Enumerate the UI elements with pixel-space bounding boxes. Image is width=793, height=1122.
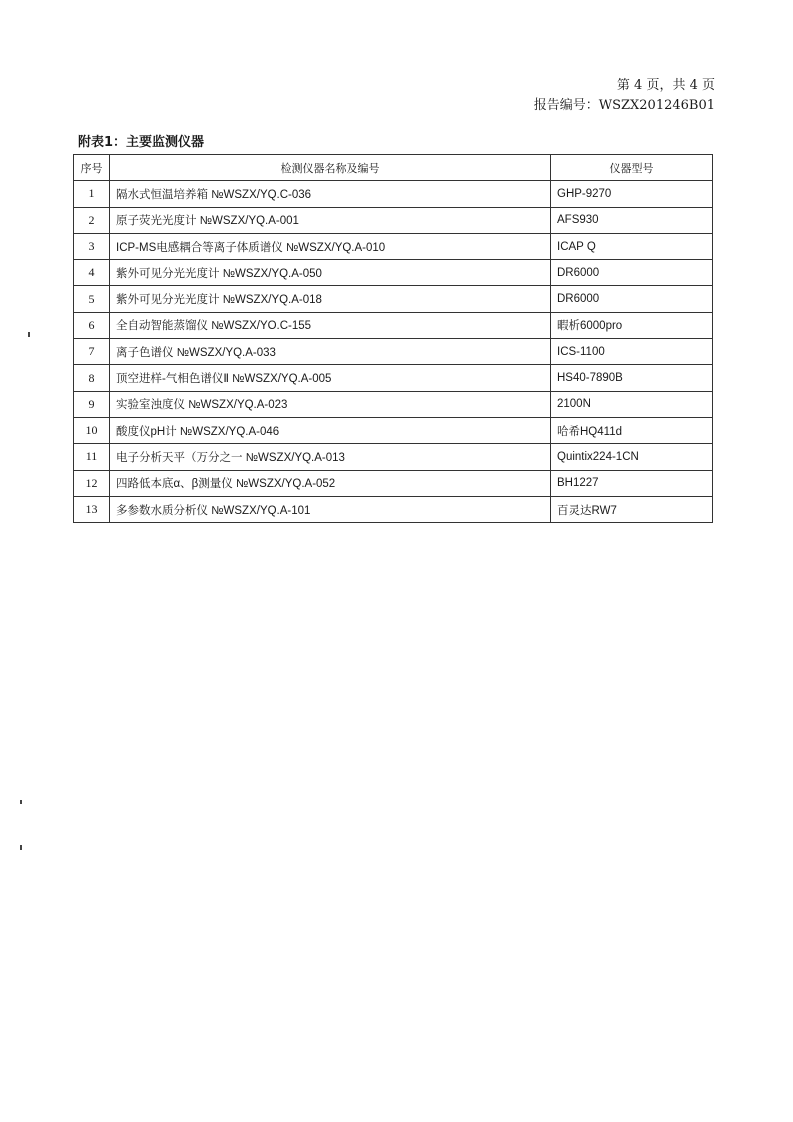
instrument-name: 离子色谱仪 №WSZX/YQ.A-033 [110, 339, 551, 365]
row-number: 12 [74, 470, 110, 496]
instrument-name: 原子荧光光度计 №WSZX/YQ.A-001 [110, 207, 551, 233]
instrument-model: DR6000 [551, 260, 713, 286]
row-number: 8 [74, 365, 110, 391]
table-row [74, 312, 713, 338]
table-row [74, 417, 713, 443]
instrument-model: AFS930 [551, 207, 713, 233]
instrument-model: Quintix224-1CN [551, 444, 713, 470]
table-row [74, 207, 713, 233]
instrument-name: 全自动智能蒸馏仪 №WSZX/YO.C-155 [110, 312, 551, 338]
table-row [74, 391, 713, 417]
table-row [74, 444, 713, 470]
row-number: 1 [74, 181, 110, 207]
table-row [74, 496, 713, 522]
instrument-name: 多参数水质分析仪 №WSZX/YQ.A-101 [110, 496, 551, 522]
row-number: 10 [74, 417, 110, 443]
instrument-model: 暇析6000pro [551, 312, 713, 338]
row-number: 2 [74, 207, 110, 233]
instrument-model: BH1227 [551, 470, 713, 496]
instrument-model: 百灵达RW7 [551, 496, 713, 522]
scan-mark [20, 845, 22, 850]
row-number: 7 [74, 339, 110, 365]
table-row [74, 181, 713, 207]
instrument-model: ICAP Q [551, 233, 713, 259]
table-row [74, 260, 713, 286]
scan-mark [28, 332, 30, 337]
page-info: 第 4 页，共 4 页 [616, 78, 715, 93]
row-number: 4 [74, 260, 110, 286]
table-row [74, 233, 713, 259]
instrument-name: 紫外可见分光光度计 №WSZX/YQ.A-018 [110, 286, 551, 312]
table-caption: 附表1：主要监测仪器 [78, 135, 205, 150]
table-row [74, 339, 713, 365]
scan-mark [20, 800, 22, 804]
row-number: 3 [74, 233, 110, 259]
instrument-model: GHP-9270 [551, 181, 713, 207]
page-header [534, 76, 715, 116]
row-number: 9 [74, 391, 110, 417]
row-number: 6 [74, 312, 110, 338]
instrument-name: 紫外可见分光光度计 №WSZX/YQ.A-050 [110, 260, 551, 286]
row-number: 11 [74, 444, 110, 470]
table-row [74, 286, 713, 312]
instrument-name: 酸度仪pH计 №WSZX/YQ.A-046 [110, 417, 551, 443]
instrument-name: 隔水式恒温培养箱 №WSZX/YQ.C-036 [110, 181, 551, 207]
column-header-no: 序号 [74, 155, 110, 181]
instrument-model: 哈希HQ411d [551, 417, 713, 443]
instrument-model: DR6000 [551, 286, 713, 312]
instrument-name: 顶空进样-气相色谱仪Ⅱ №WSZX/YQ.A-005 [110, 365, 551, 391]
column-header-model: 仪器型号 [551, 155, 713, 181]
table-row [74, 470, 713, 496]
instrument-table [73, 154, 713, 523]
instrument-model: HS40-7890B [551, 365, 713, 391]
instrument-name: ICP-MS电感耦合等离子体质谱仪 №WSZX/YQ.A-010 [110, 233, 551, 259]
row-number: 5 [74, 286, 110, 312]
instrument-name: 实验室浊度仪 №WSZX/YQ.A-023 [110, 391, 551, 417]
table-header-row [74, 155, 713, 181]
column-header-name: 检测仪器名称及编号 [110, 155, 551, 181]
instrument-model: 2100N [551, 391, 713, 417]
instrument-name: 四路低本底α、β测量仪 №WSZX/YQ.A-052 [110, 470, 551, 496]
table-row [74, 365, 713, 391]
row-number: 13 [74, 496, 110, 522]
instrument-model: ICS-1100 [551, 339, 713, 365]
instrument-name: 电子分析天平（万分之一 №WSZX/YQ.A-013 [110, 444, 551, 470]
report-number: 报告编号：WSZX201246B01 [533, 98, 715, 113]
